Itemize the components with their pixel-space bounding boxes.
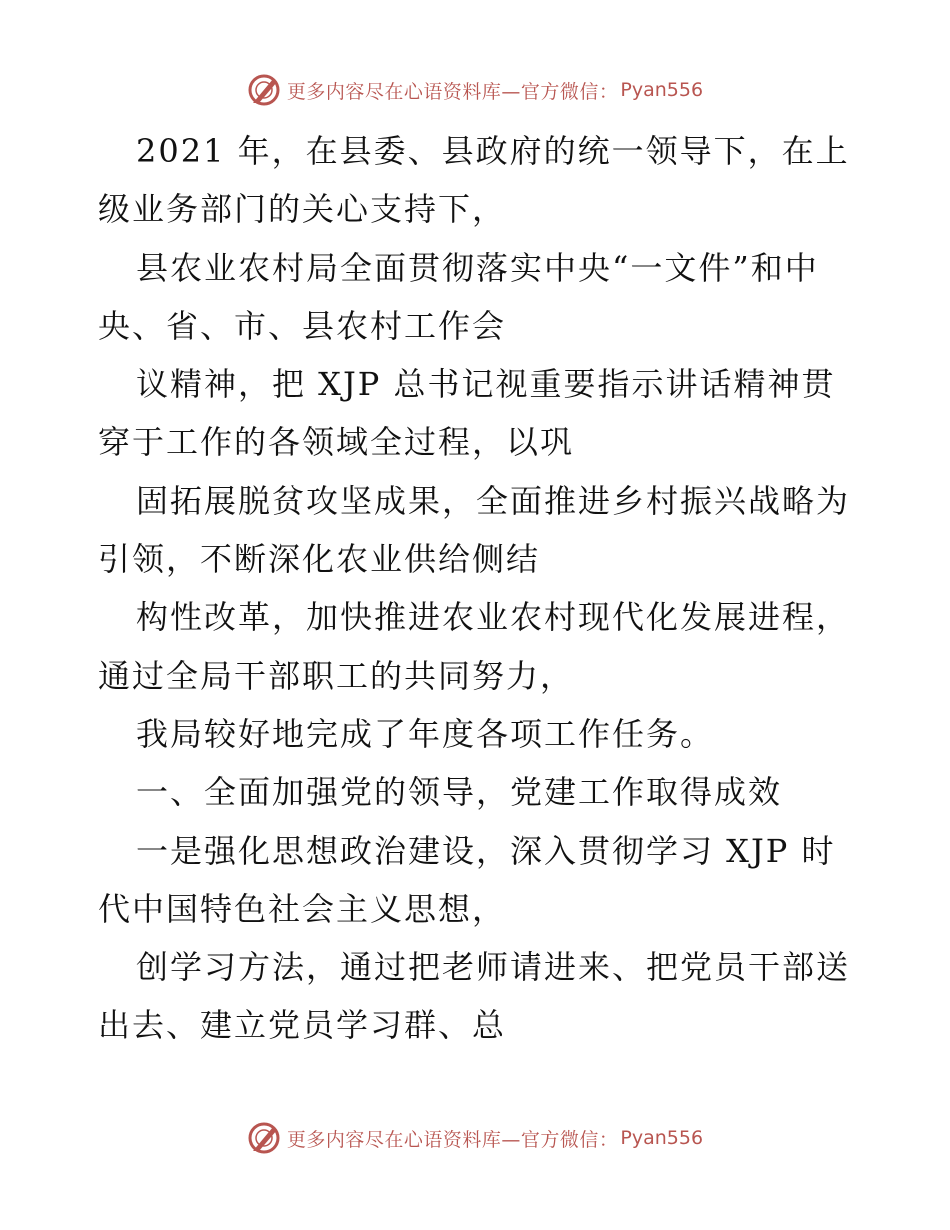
section-heading	[98, 763, 858, 821]
text-line: 引领，不断深化农业供给侧结	[98, 540, 541, 579]
text-line: 我局较好地完成了年度各项工作任务。	[136, 714, 715, 753]
text-line: 构性改革，加快推进农业农村现代化发展进程，	[136, 598, 851, 637]
text-line: 议精神，把 XJP 总书记视重要指示讲话精神贯	[136, 365, 836, 404]
paragraph-4	[98, 472, 858, 589]
text-line: 央、省、市、县农村工作会	[98, 306, 507, 345]
text-line: 创学习方法，通过把老师请进来、把党员干部送	[136, 948, 851, 987]
watermark-text: 更多内容尽在心语资料库—官方微信：	[286, 80, 619, 103]
text-line: 代中国特色社会主义思想，	[98, 889, 507, 928]
text-line: 穿于工作的各领域全过程，以巩	[98, 423, 575, 462]
watermark-banner-top	[0, 70, 950, 110]
paragraph-3	[98, 355, 858, 472]
watermark-banner-bottom	[0, 1118, 950, 1158]
quill-logo-icon	[247, 1121, 281, 1155]
paragraph-7	[98, 822, 858, 939]
quill-logo-icon	[247, 73, 281, 107]
text-line: 一、全面加强党的领导，党建工作取得成效	[136, 773, 783, 812]
paragraph-5	[98, 588, 858, 705]
watermark-id: Pyan556	[620, 1127, 704, 1149]
paragraph-2	[98, 239, 858, 356]
paragraph-1	[98, 122, 858, 239]
text-line: 固拓展脱贫攻坚成果，全面推进乡村振兴战略为	[136, 481, 851, 520]
paragraph-8	[98, 938, 858, 1055]
watermark-id: Pyan556	[620, 79, 704, 101]
text-line: 一是强化思想政治建设，深入贯彻学习 XJP 时	[136, 831, 836, 870]
text-line: 通过全局干部职工的共同努力，	[98, 656, 575, 695]
text-line: 级业务部门的关心支持下，	[98, 190, 507, 229]
text-line: 县农业农村局全面贯彻落实中央“一文件”和中	[136, 248, 819, 287]
document-body	[98, 122, 858, 1055]
text-line: 出去、建立党员学习群、总	[98, 1006, 507, 1045]
watermark-text: 更多内容尽在心语资料库—官方微信：	[286, 1128, 619, 1151]
paragraph-6	[98, 705, 858, 763]
text-line: 2021 年，在县委、县政府的统一领导下，在上	[136, 132, 850, 170]
